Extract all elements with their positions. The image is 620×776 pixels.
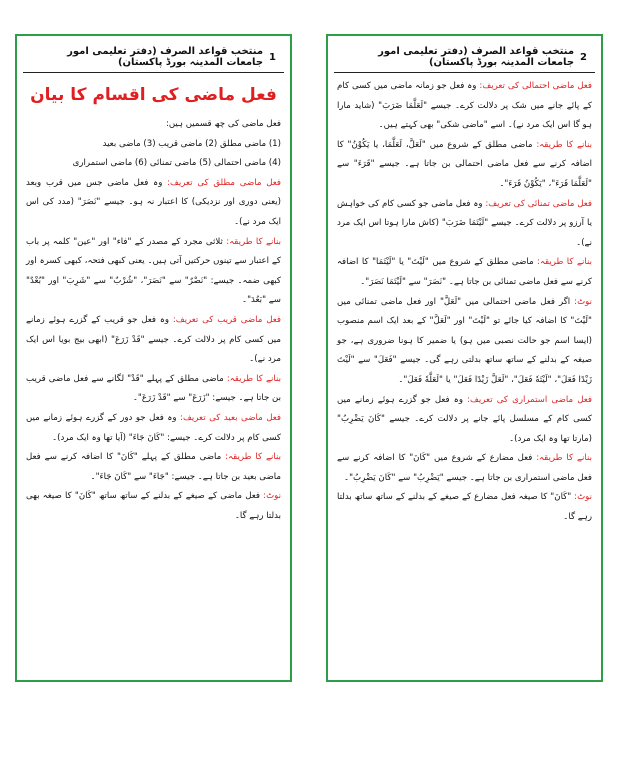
page-header [334,36,595,73]
page-number: 1 [269,51,276,63]
definition-label: فعل ماضی بعید کی تعریف: [180,412,282,423]
definition-label: فعل ماضی استمراری کی تعریف: [467,394,592,405]
page-header [23,36,284,73]
method-label: بنانے کا طریقہ: [537,257,592,268]
note-label: نوٹ: [574,296,592,307]
tamannai-definition [337,195,592,254]
baeed-definition [26,409,281,448]
ehtimali-method [337,136,592,195]
baeed-method [26,448,281,487]
definition-text: وہ فعل جو قریب کے گزرے ہوئے زمانے میں کسی کام پر دلالت کرے۔ جیسے "قَدْ زَرَعَ" (ابھی بیج بویا اس ایک مرد نے)۔ [26,314,281,365]
definition-label: فعل ماضی تمنائی کی تعریف: [485,198,593,209]
method-text: ماضی مطلق کے پہلے "قَدْ" لگانے سے فعل ماضی قریب بن جاتا ہے۔ جیسے: "زَرَعَ" سے "قَدْ زَرَعَ"۔ [26,373,281,404]
page-1 [15,34,292,682]
method-text: ثلاثی مجرد کے مصدر کے "فاء" اور "عین" کلمہ پر باب کے اعتبار سے تینوں حرکتیں آتی ہیں۔ یعنی کبھی فتحہ، کبھی کسرہ اور کبھی ضمہ۔ جیسے: "نَصْرٌ" سے "نَصَرَ"، "شُرْبٌ" سے "شَرِبَ" اور "بُعْدٌ" سے "بَعُدَ"۔ [26,236,281,306]
definition-text: وہ فعل جو دور کے گزرے ہوئے زمانے میں کسی کام پر دلالت کرے۔ جیسے: "كَانَ جَاءَ" (آیا تھا وہ ایک مرد)۔ [26,412,281,443]
method-label: بنانے کا طریقہ: [536,139,592,150]
definition-label: فعل ماضی احتمالی کی تعریف: [479,81,593,91]
tamannai-method [337,253,592,292]
method-text: فعل مضارع کے شروع میں "كَانَ" کا اضافہ کرنے سے فعل ماضی استمراری بن جاتا ہے۔ جیسے "یَضْرِبُ" سے "كَانَ یَضْرِبُ"۔ [337,453,592,483]
method-label: بنانے کا طریقہ: [536,453,592,464]
definition-text: وہ فعل جو گزرے ہوئے زمانے میں کسی کام کے مسلسل پائے جانے پر دلالت کرے۔ جیسے "كَانَ یَضْرِبُ" (مارتا تھا وہ ایک مرد)۔ [337,394,592,444]
method-text: ماضی مطلق کے شروع میں "لَیْتَ" یا "لَیْتَمَا" کا اضافہ کرنے سے فعل ماضی تمنائی بن جاتا ہے۔ "نَصَرَ" سے "لَیْتَمَا نَصَرَ"۔ [337,257,592,287]
page-content [17,73,290,526]
page-2 [326,34,603,682]
method-text: ماضی مطلق کے پہلے "كَانَ" کا اضافہ کرنے سے فعل ماضی بعید بن جاتا ہے۔ جیسے: "جَاءَ" سے "كَانَ جَاءَ"۔ [26,452,281,482]
header-text: منتخب قواعد الصرف (دفتر تعلیمی امور جامعات المدینہ بورڈ پاکستان) [378,46,575,68]
note-1 [337,293,592,391]
header-text: منتخب قواعد الصرف (دفتر تعلیمی امور جامعات المدینہ بورڈ پاکستان) [67,46,264,68]
section-title: فعل ماضی کی اقسام کا بیان [30,85,277,105]
note-text: "كَانَ" کا صیغہ فعل مضارع کے صیغے کے بدلنے کے ساتھ ساتھ بدلتا رہے گا۔ [337,492,592,523]
note-text: فعل ماضی کے صیغے کے بدلنے کے ساتھ ساتھ "كَانَ" کا صیغہ بھی بدلتا رہے گا۔ [26,491,281,521]
istimrari-definition [337,391,592,450]
mutlaq-method [26,233,281,311]
method-label: بنانے کا طریقہ: [226,373,281,384]
intro-text: فعل ماضی کی چھ قسمیں ہیں: [165,119,281,129]
definition-text: وہ فعل جو زمانہ ماضی میں کسی کام کے پائے جانے میں شک پر دلالت کرے۔ جیسے "لَعَلَّمَا ضَرَبَ" (شاید مارا ہو گا اس ایک مرد نے)۔ اسے "ماضی شکی" بھی کہتے ہیں۔ [337,81,592,131]
note-2 [337,488,592,527]
ehtimali-definition [337,77,592,136]
note-label: نوٹ: [263,491,281,502]
qareeb-method [26,370,281,409]
page-number: 2 [580,51,587,63]
definition-text: وہ فعل ماضی جس میں قرب وبعد (یعنی دوری اور نزدیکی) کا اعتبار نہ ہو۔ جیسے "نَصَرَ" (مدد کی اس ایک مرد نے)۔ [26,177,281,227]
note-text: اگر فعل ماضی احتمالی میں "لَعَلَّ" اور فعل ماضی تمنائی میں "لَیْتَ" کا اضافہ کیا جائے تو "لَیْتَ" اور "لَعَلَّ" کے بعد ایک اسم منصوب (ایسا اسم جو حالت نصبی میں ہو) یا ضمیر کا ہونا ضروری ہے، جو صیغہ کے بدلنے کے ساتھ ساتھ بدلتی رہے گی۔ جیسے "فَعَلَ" سے "لَیْتَ زَیْدًا فَعَلَ"، "لَیْتَهٗ فَعَلَ"، "لَعَلَّ زَیْدًا فَعَلَ" یا "لَعَلَّهٗ فَعَلَ"۔ [337,296,592,385]
definition-label: فعل ماضی مطلق کی تعریف: [167,177,281,188]
method-label: بنانے کا طریقہ: [226,236,281,247]
note [26,487,281,526]
istimrari-method [337,449,592,488]
note-label: نوٹ: [574,492,592,503]
qareeb-definition [26,311,281,370]
method-label: بنانے کا طریقہ: [225,452,281,463]
page-content [328,73,601,528]
method-text: ماضی مطلق کے شروع میں "لَعَلَّ، لَعَلَّمَا، یا یَکُوْنُ" کا اضافہ کرنے سے فعل ماضی احتمالی بن جاتا ہے۔ جیسے "قَرَءَ" سے "لَعَلَّمَا قَرَءَ"، "یَکُوْنُ قَرَءَ"۔ [337,139,592,189]
mutlaq-definition [26,174,281,233]
definition-text: وہ فعل ماضی جو کسی کام کی خواہش یا آرزو پر دلالت کرے۔ جیسے "لَیْتَمَا ضَرَبَ" (کاش مارا ہوتا اس ایک مرد نے)۔ [337,198,592,248]
types-list-row-1: (1) ماضی مطلق (2) ماضی قریب (3) ماضی بعید [102,138,281,149]
types-list-row-2: (4) ماضی احتمالی (5) ماضی تمنائی (6) ماضی استمراری [72,158,281,169]
definition-label: فعل ماضی قریب کی تعریف: [172,314,281,325]
